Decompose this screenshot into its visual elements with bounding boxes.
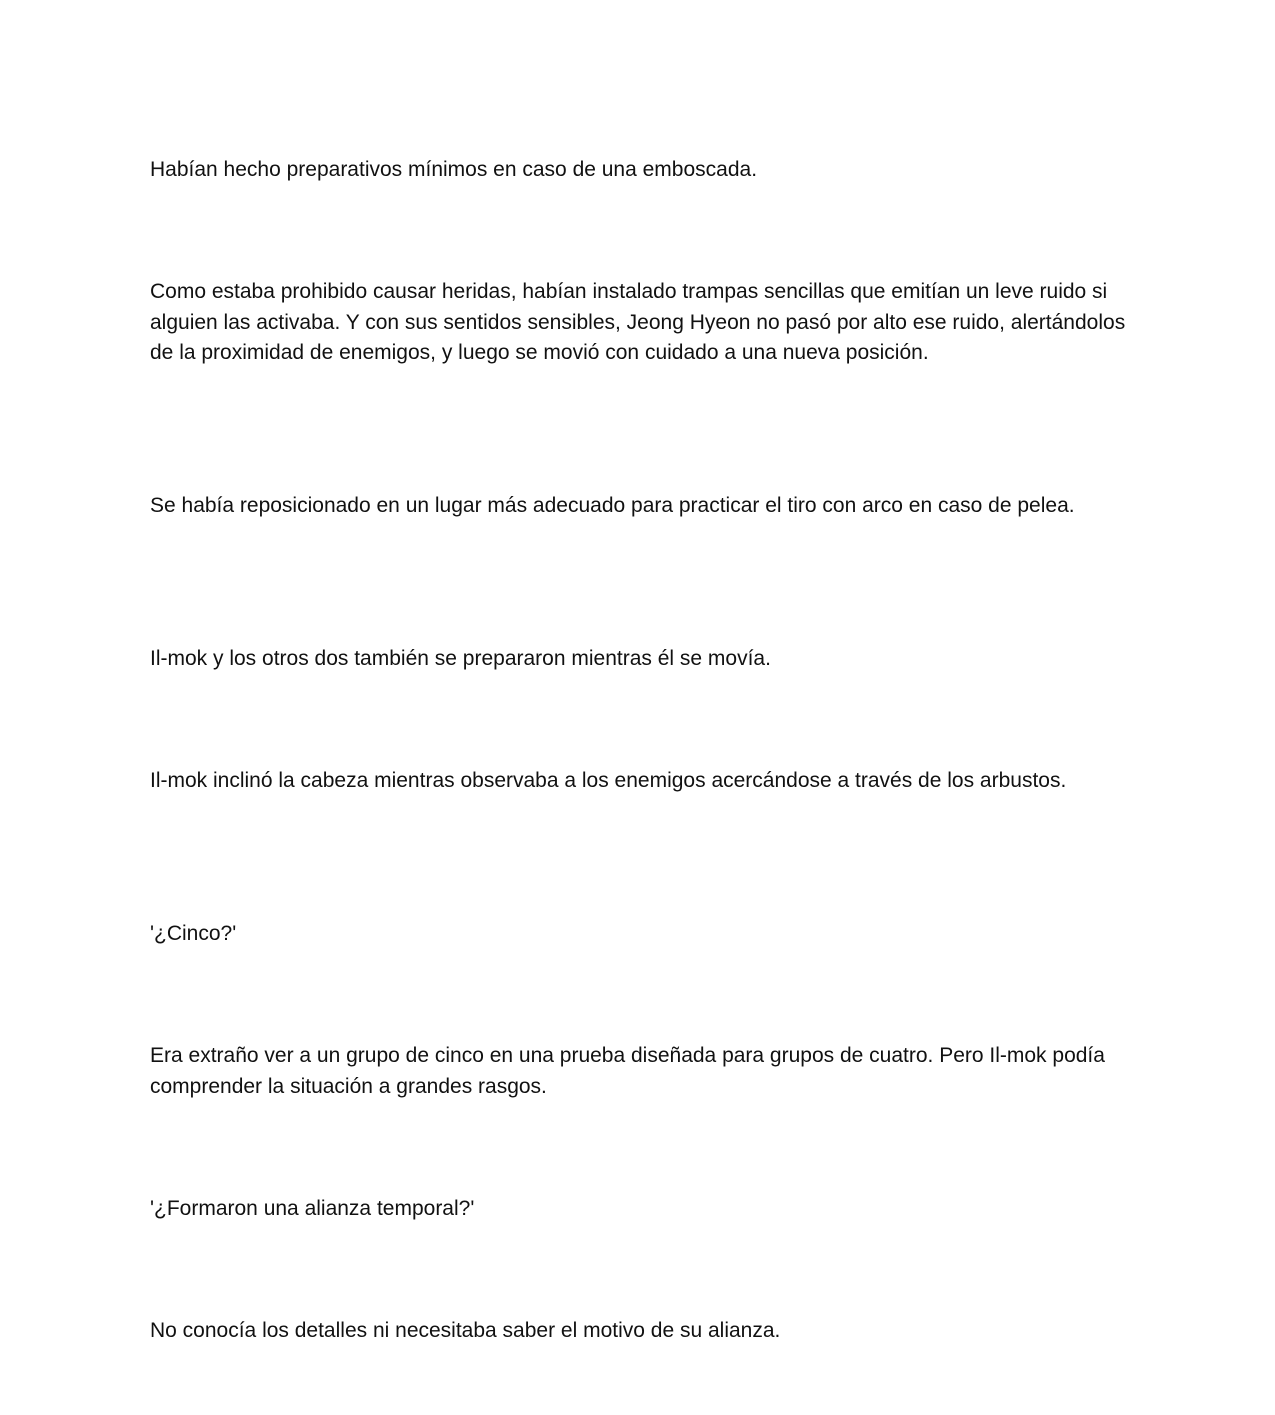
paragraph-3: Se había reposicionado en un lugar más adecuado para practicar el tiro con arco en caso de pelea. bbox=[150, 494, 1075, 517]
paragraph-6: '¿Cinco?' bbox=[150, 922, 237, 945]
paragraph-1: Habían hecho preparativos mínimos en caso de una emboscada. bbox=[150, 158, 758, 181]
paragraph-2: Como estaba prohibido causar heridas, habían instalado trampas sencillas que emitían un leve ruido si alguien las activaba. Y con sus sentidos sensibles, Jeong Hyeon no pasó por alto ese ruido, alertándolos de la proximidad de enemigos, y luego se movió con cuidado a una nueva posición. bbox=[150, 280, 1126, 364]
paragraph-9: No conocía los detalles ni necesitaba saber el motivo de su alianza. bbox=[150, 1319, 781, 1342]
paragraph-5: Il-mok inclinó la cabeza mientras observaba a los enemigos acercándose a través de los arbustos. bbox=[150, 769, 1067, 792]
paragraph-8: '¿Formaron una alianza temporal?' bbox=[150, 1197, 475, 1220]
paragraph-7: Era extraño ver a un grupo de cinco en una prueba diseñada para grupos de cuatro. Pero Il-mok podía comprender la situación a grandes rasgos. bbox=[150, 1044, 1105, 1098]
paragraph-4: Il-mok y los otros dos también se prepararon mientras él se movía. bbox=[150, 647, 771, 670]
